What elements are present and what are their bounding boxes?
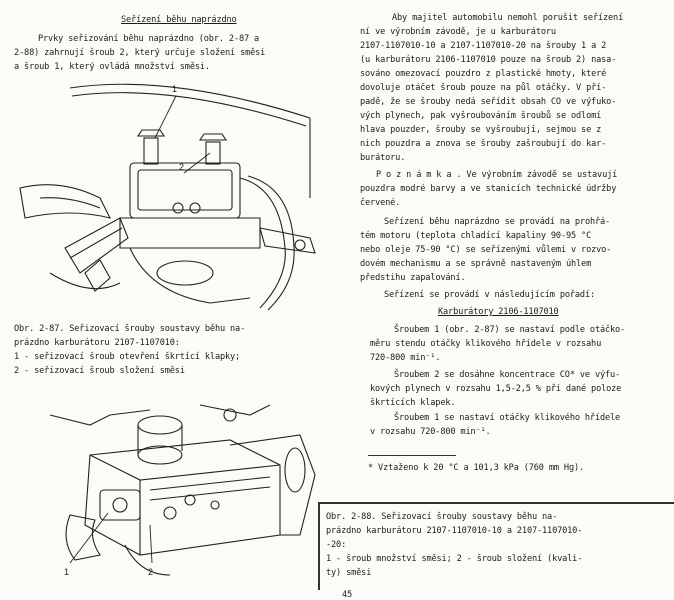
note-line: P o z n á m k a . Ve výrobním závodě se ustavují (376, 170, 618, 180)
step2-line: kových plynech v rozsahu 1,5-2,5 % při dané poloze (370, 384, 622, 394)
intro-line: 2-88) zahrnují šroub 2, který určuje složení směsi (14, 48, 266, 58)
step2-line: škrtících klapek. (370, 398, 456, 408)
note-line: pouzdra modré barvy a ve stanicích technické údržby (360, 184, 617, 194)
fig1-caption-line: Obr. 2-87. Seřizovací šrouby soustavy běhu na- (14, 324, 246, 334)
para1-line: (u karburátoru 2106-1107010 pouze na šroub 2) nasa- (360, 55, 617, 65)
para2-line: nebo oleje 75-90 °C) se seřízenými vůlemi v rozvo- (360, 245, 612, 255)
para2-line: dovém mechanismu a se správně nastaveným úhlem (360, 259, 592, 269)
caption-box-left-border (318, 502, 320, 590)
para1-line: hlava pouzder, šrouby se vyšroubují, sejmou se z (360, 125, 602, 135)
para1-line: 2107-1107010-10 a 2107-1107010-20 na šrouby 1 a 2 (360, 41, 607, 51)
fig2-caption-line: Obr. 2-88. Seřizovací šrouby soustavy běhu na- (326, 512, 558, 522)
footnote: * Vztaženo k 20 °C a 101,3 kPa (760 mm Hg). (368, 463, 585, 473)
para2-line: předstihu zapalování. (360, 273, 466, 283)
para2-line: tém motoru (teplota chladící kapaliny 90-95 °C (360, 231, 592, 241)
fig2-caption-line: prázdno karburátoru 2107-1107010-10 a 2107-1107010- (326, 526, 583, 536)
fig1-callout-2: 2 (179, 162, 185, 172)
figure-2-88-carburetor-drawing (30, 395, 330, 585)
fig1-caption-line: prázdno karburátoru 2107-1107010: (14, 338, 180, 348)
intro-line: a šroub 1, který ovládá množství směsi. (14, 62, 210, 72)
para1-line: vých plynech, pak vyšroubováním šroubů se odlomí (360, 111, 602, 121)
step3-line: Šroubem 1 se nastaví otáčky klikového hřídele (394, 413, 621, 423)
carburetor-subheading: Karburátory 2106-1107010 (438, 307, 559, 317)
page-number: 45 (342, 590, 353, 600)
fig2-callout-2: 2 (148, 567, 154, 577)
note-line: červené. (360, 198, 401, 208)
figure-2-87-carburetor-drawing (10, 78, 322, 318)
step1-line: měru stendu otáčky klikového hřídele v rozsahu (370, 339, 602, 349)
step1-line: Šroubem 1 (obr. 2-87) se nastaví podle otáčko- (394, 325, 626, 335)
fig2-caption-line: ty) směsi (326, 568, 372, 578)
para1-line: padě, že se šrouby nedá seřídit obsah CO ve výfuko- (360, 97, 617, 107)
para2-line: Seřízení běhu naprázdno se provádí na prohřá- (384, 217, 611, 227)
caption-box-top-border (318, 502, 674, 504)
fig1-callout-1: 1 (172, 84, 178, 94)
fig2-callout-1: 1 (64, 567, 70, 577)
para1-line: Aby majitel automobilu nemohl porušit seřízení (392, 13, 624, 23)
para1-line: burátoru. (360, 153, 406, 163)
fig1-caption-line: 2 - seřizovací šroub složení směsi (14, 366, 185, 376)
fig2-caption-line: 1 - šroub množství směsi; 2 - šroub složení (kvali- (326, 554, 583, 564)
section-heading: Seřízení běhu naprázdno (121, 15, 237, 25)
para1-line: sováno omezovací pouzdro z plastické hmoty, které (360, 69, 607, 79)
step3-line: v rozsahu 720-800 min⁻¹. (370, 427, 491, 437)
fig1-caption-line: 1 - seřizovací šroub otevření škrtící klapky; (14, 352, 241, 362)
step2-line: Šroubem 2 se dosáhne koncentrace CO* ve výfu- (394, 370, 621, 380)
intro-line: Prvky seřizování běhu naprázdno (obr. 2-87 a (38, 34, 260, 44)
footnote-rule (368, 455, 456, 456)
para1-line: dovoluje otáčet šroub pouze na půl otáčky. V pří- (360, 83, 607, 93)
procedure-intro: Seřízení se provádí v následujícím pořadí: (384, 290, 596, 300)
para1-line: ní ve výrobním závodě, je u karburátoru (360, 27, 556, 37)
step1-line: 720-800 min⁻¹. (370, 353, 441, 363)
fig2-caption-line: -20: (326, 540, 347, 550)
para1-line: nich pouzdra a znova se šrouby zašroubují do kar- (360, 139, 607, 149)
